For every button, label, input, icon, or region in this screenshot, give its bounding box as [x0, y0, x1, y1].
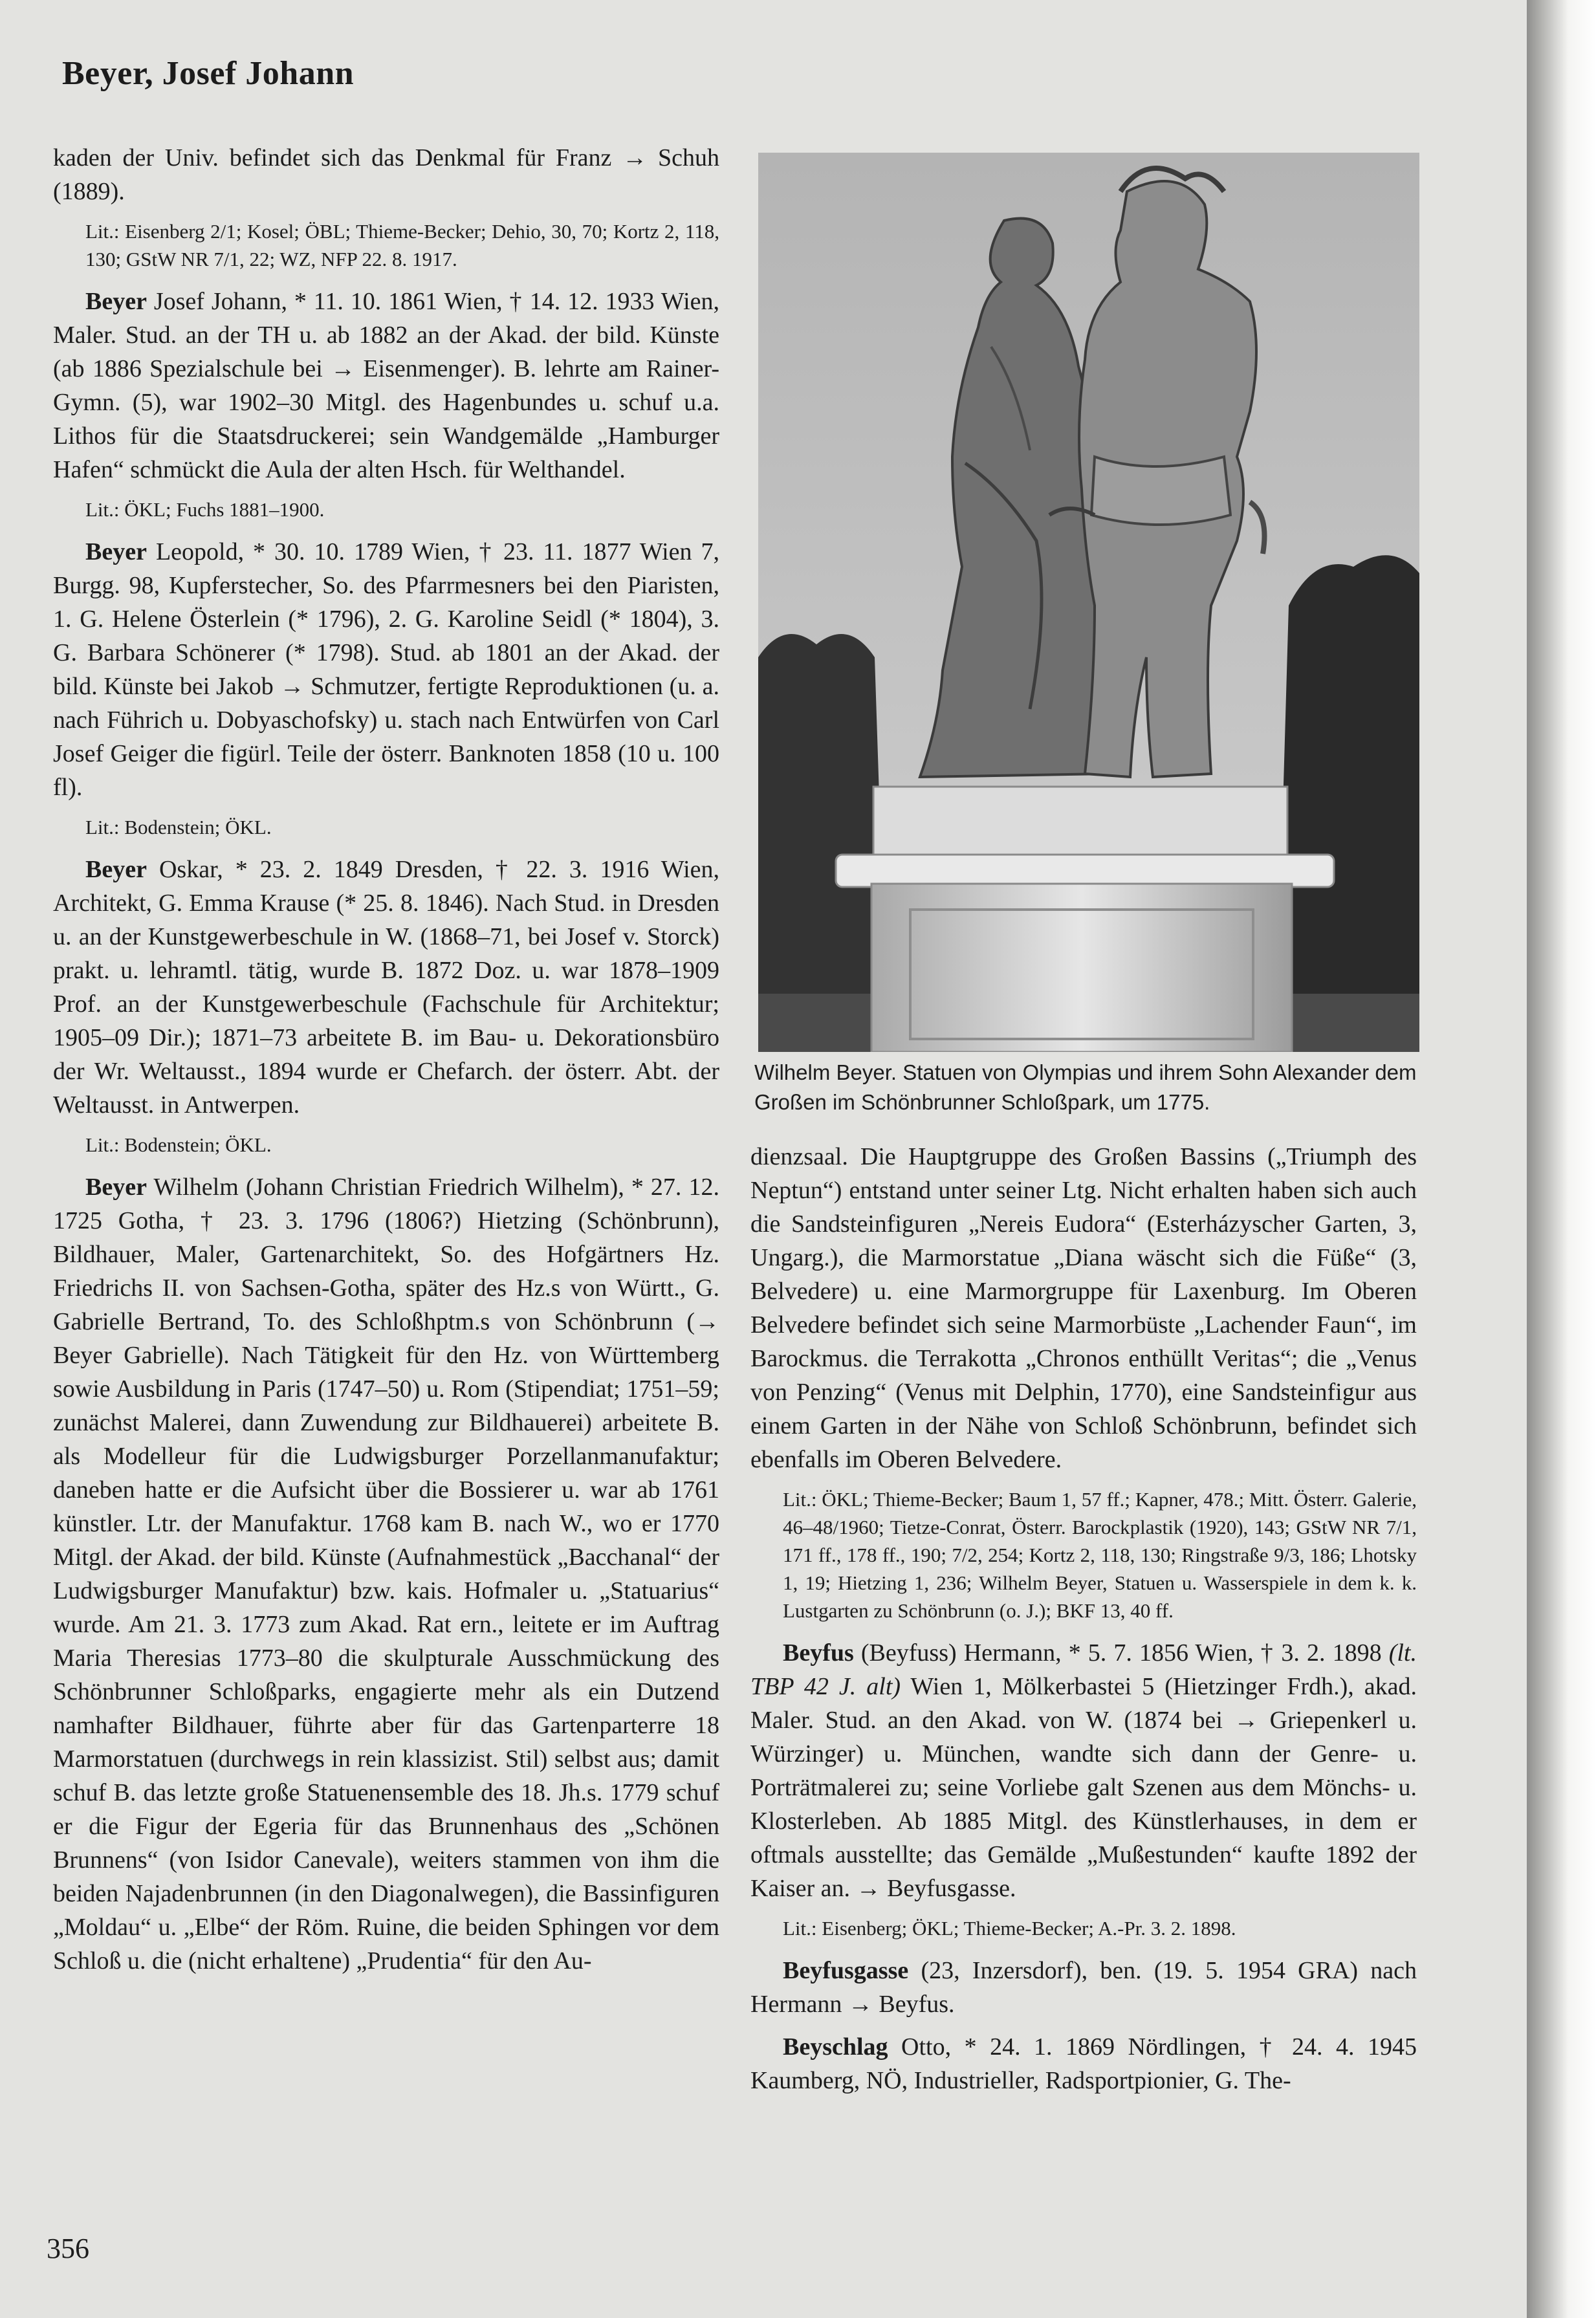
entry-beyer-josef-johann [53, 285, 719, 487]
entry-text: (23, Inzersdorf), ben. (19. 5. 1954 GRA) nach Hermann → Beyfus. [750, 1957, 1417, 2018]
entry-beyer-wilhelm [53, 1170, 719, 1978]
right-column [750, 1140, 1417, 2106]
photo-caption: Wilhelm Beyer. Statuen von Olympias und ihrem Sohn Alexander dem Großen im Schönbrunner Schloßpark, um 1775. [754, 1060, 1417, 1114]
entry-text: Otto, * 24. 1. 1869 Nördlingen, † 24. 4. 1945 Kaumberg, NÖ, Industrieller, Radsportpionier, G. The- [750, 2033, 1417, 2094]
entry-headword: Beyschlag [783, 2033, 888, 2061]
pedestal-top [873, 787, 1287, 858]
entry-beyfusgasse [750, 1954, 1417, 2021]
entry-beyschlag-otto [750, 2030, 1417, 2097]
entry-headword: Beyfus [783, 1639, 854, 1667]
literature-note: Lit.: Eisenberg; ÖKL; Thieme-Becker; A.-Pr. 3. 2. 1898. [783, 1917, 1236, 1940]
entry-text: Wien 1, Mölkerbastei 5 (Hietzinger Frdh.), akad. Maler. Stud. an den Akad. von W. (1874 bei → Griepenkerl u. Würzinger) u. München, wandte sich dann der Genre- u. Porträtmalerei zu; seine Vorliebe galt Szenen aus dem Mönchs- u. Klosterleben. Ab 1885 Mitgl. des Künstlerhauses, in dem er oftmals ausstellte; das Gemälde „Mußestunden“ kaufte 1892 der Kaiser an. → Beyfusgasse. [750, 1673, 1417, 1902]
trees-left [758, 634, 888, 1052]
literature-note: Lit.: ÖKL; Fuchs 1881–1900. [85, 498, 325, 521]
entry-beyfus-hermann [750, 1636, 1417, 1905]
entry-text: Leopold, * 30. 10. 1789 Wien, † 23. 11. 1877 Wien 7, Burgg. 98, Kupferstecher, So. des Pfarrmesners bei den Piaristen, 1. G. Helene Österlein (* 1796), 2. G. Karoline Seidl (* 1804), 3. G. Barbara Schönerer (* 1798). Stud. ab 1801 an der Akad. der bild. Künste bei Jakob → Schmutzer, fertigte Reproduktionen (u. a. nach Führich u. Dobyaschofsky) u. stach nach Entwürfen von Carl Josef Geiger die figürl. Teile der österr. Banknoten 1858 (10 u. 100 fl). [53, 538, 720, 801]
entry-beyer-oskar [53, 853, 719, 1122]
entry-text: Wilhelm (Johann Christian Friedrich Wilhelm), * 27. 12. 1725 Gotha, † 23. 3. 1796 (1806?) Hietzing (Schönbrunn), Bildhauer, Maler, Gartenarchitekt, So. des Hofgärtners Hz. Friedrichs II. von Sachsen-Gotha, später des Hz.s von Württ., G. Gabrielle Bertrand, To. des Schloßhptm.s von Schönbrunn (→ Beyer Gabrielle). Nach Tätigkeit für den Hz. von Württemberg sowie Ausbildung in Paris (1747–50) u. Rom (Stipendiat; 1751–59; zunächst Malerei, dann Zuwendung zur Bildhauerei) arbeitete B. als Modelleur für die Ludwigsburger Porzellanmanufaktur; daneben hatte er die Aufsicht über die Bossierer u. war ab 1761 künstler. Ltr. der Manufaktur. 1768 kam B. nach W., wo er 1770 Mitgl. der Akad. der bild. Künste (Aufnahmestück „Bacchanal“ der Ludwigsburger Manufaktur) bzw. kais. Hofmaler u. „Statuarius“ wurde. Am 21. 3. 1773 zum Akad. Rat ern., leitete er im Auftrag Maria Theresias 1773–80 die skulpturale Ausschmückung des Schönbrunner Schloßparks, engagierte mehr als ein Dutzend namhafter Bildhauer, führte aber für das Gartenparterre 18 Marmorstatuen (durchwegs in rein klassizist. Stil) selbst aus; damit schuf B. das letzte große Statuenensemble des 18. Jh.s. 1779 schuf er die Figur der Egeria für das Brunnenhaus des „Schönen Brunnens“ (von Isidor Canevale), weiters stammen von ihm die beiden Najadenbrunnen (in den Diagonalwegen), die Bassinfiguren „Moldau“ u. „Elbe“ der Röm. Ruine, die beiden Sphingen vor dem Schloß u. die (nicht erhaltene) „Prudentia“ für den Au- [53, 1174, 719, 1974]
entry-continuation: kaden der Univ. befindet sich das Denkmal für Franz → Schuh (1889). [53, 144, 719, 205]
entry-text-italic: (lt. TBP 42 J. alt) [750, 1639, 1417, 1700]
entry-text: Oskar, * 23. 2. 1849 Dresden, † 22. 3. 1916 Wien, Architekt, G. Emma Krause (* 25. 8. 1846). Nach Stud. in Dresden u. an der Kunstgewerbeschule in W. (1868–71, bei Josef v. Storck) prakt. u. lehramtl. tätig, wurde B. 1872 Doz. u. war 1878–1909 Prof. an der Kunstgewerbeschule (Fachschule für Architektur; 1905–09 Dir.); 1871–73 arbeitete B. im Bau- u. Dekorationsbüro der Wr. Weltausst., 1894 wurde er Chefarch. der österr. Abt. der Weltausst. in Antwerpen. [53, 856, 719, 1119]
literature-note: Lit.: Bodenstein; ÖKL. [85, 816, 272, 838]
entry-text: Josef Johann, * 11. 10. 1861 Wien, † 14. 12. 1933 Wien, Maler. Stud. an der TH u. ab 1882 an der Akad. der bild. Künste (ab 1886 Spezialschule bei → Eisenmenger). B. lehrte am Rainer-Gymn. (5), war 1902–30 Mitgl. des Hagenbundes u. schuf u.a. Lithos für die Staatsdruckerei; sein Wandgemälde „Hamburger Hafen“ schmückt die Aula der alten Hsch. für Welthandel. [53, 288, 719, 483]
entry-headword: Beyer [85, 538, 147, 565]
entry-continuation: dienzsaal. Die Hauptgruppe des Großen Bassins („Triumph des Neptun“) entstand unter seiner Ltg. Nicht erhalten haben sich auch die Sandsteinfiguren „Nereis Eudora“ (Esterházyscher Garten, 3, Ungarg.), die Marmorstatue „Diana wäscht sich die Füße“ (3, Belvedere) u. eine Marmorgruppe für Laxenburg. Im Oberen Belvedere befindet sich seine Marmorbüste „Lachender Faun“, im Barockmus. die Terrakotta „Chronos enthüllt Veritas“; die „Venus von Penzing“ (Venus mit Delphin, 1770), eine Sandsteinfigur aus einem Garten in der Nähe von Schloß Schönbrunn, befindet sich ebenfalls im Oberen Belvedere. [750, 1143, 1417, 1473]
literature-note: Lit.: Bodenstein; ÖKL. [85, 1133, 272, 1156]
pedestal-cornice [836, 855, 1334, 887]
literature-note: Lit.: Eisenberg 2/1; Kosel; ÖBL; Thieme-Becker; Dehio, 30, 70; Kortz 2, 118, 130; GStW NR 7/1, 22; WZ, NFP 22. 8. 1917. [85, 220, 719, 270]
entry-headword: Beyer [85, 1174, 147, 1201]
entry-text: (Beyfuss) Hermann, * 5. 7. 1856 Wien, † 3. 2. 1898 [860, 1639, 1382, 1667]
page-header-title: Beyer, Josef Johann [62, 55, 355, 92]
page-number: 356 [47, 2233, 89, 2264]
entry-beyer-leopold [53, 535, 719, 804]
left-column [53, 141, 719, 1987]
entry-headword: Beyfusgasse [783, 1957, 909, 1984]
literature-note: Lit.: ÖKL; Thieme-Becker; Baum 1, 57 ff.; Kapner, 478.; Mitt. Österr. Galerie, 46–48/1960; Tietze-Conrat, Österr. Barockplastik (1920), 143; GStW NR 7/1, 171 ff., 178 ff., 190; 7/2, 254; Kortz 2, 118, 130; Ringstraße 9/3, 186; Lhotsky 1, 19; Hietzing 1, 236; Wilhelm Beyer, Statuen u. Wasserspiele in dem k. k. Lustgarten zu Schönbrunn (o. J.); BKF 13, 40 ff. [783, 1488, 1417, 1622]
statue-photograph [758, 153, 1419, 1052]
trees-right [1276, 555, 1419, 1052]
entry-headword: Beyer [85, 856, 147, 883]
entry-headword: Beyer [85, 288, 147, 315]
page-edge-shadow [1527, 0, 1596, 2318]
